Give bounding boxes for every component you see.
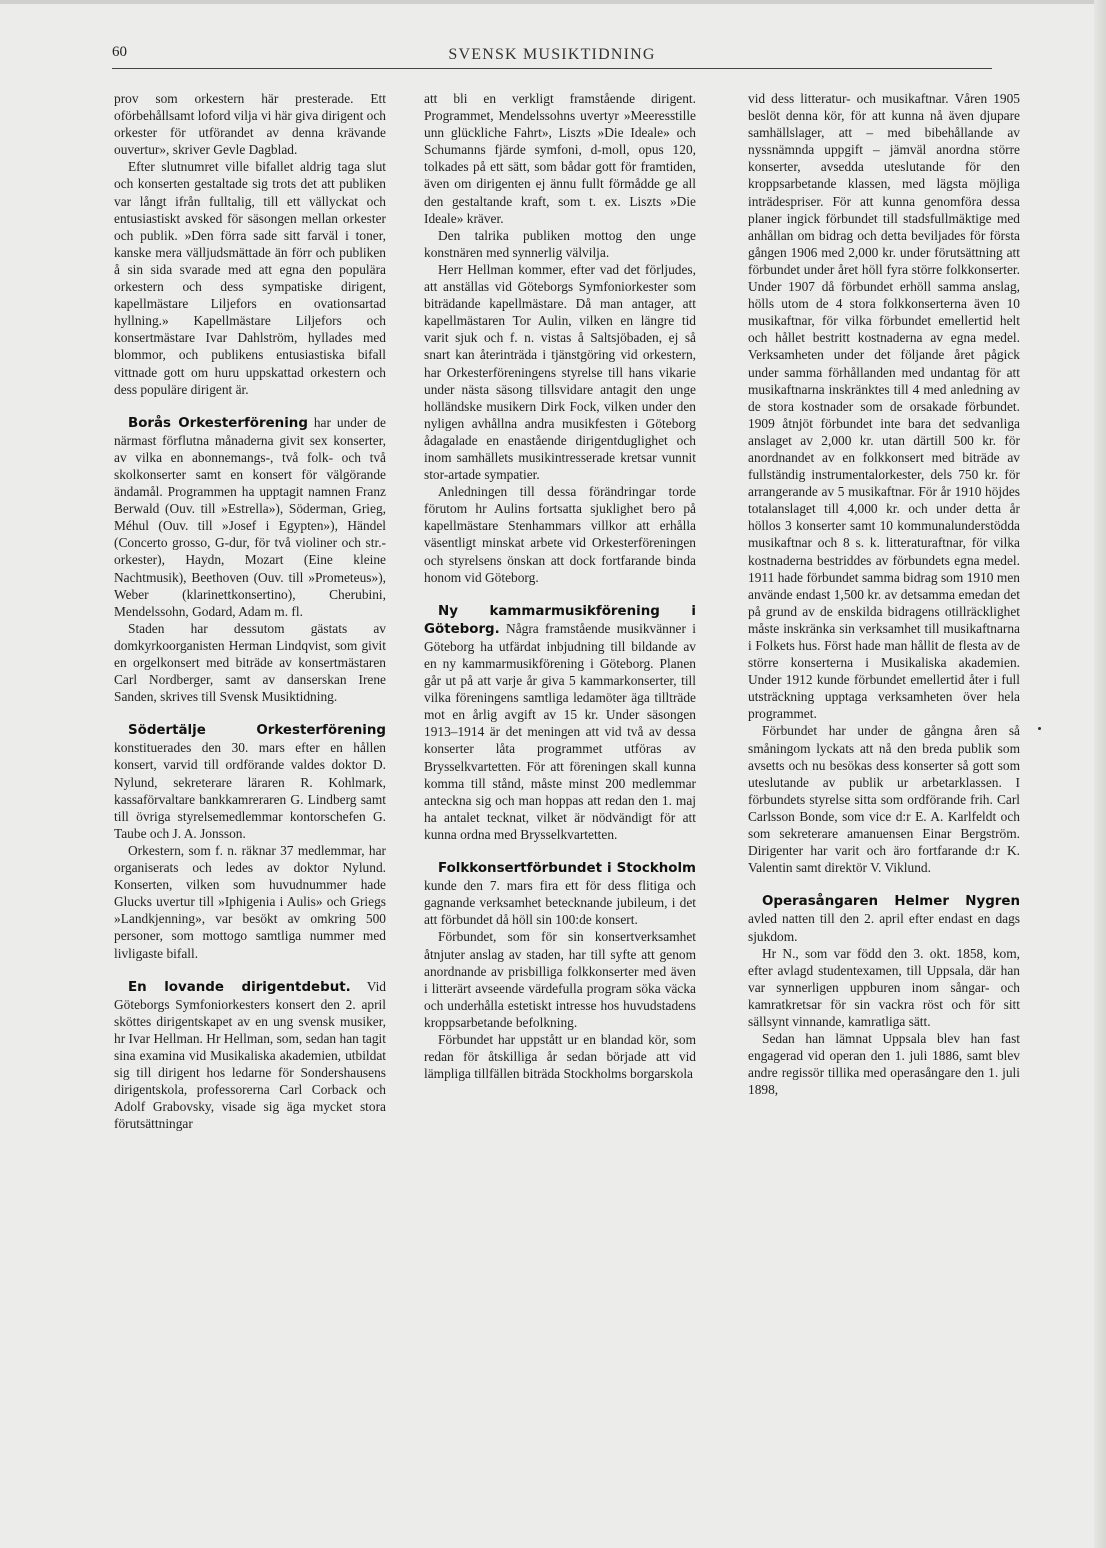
spacer	[114, 398, 386, 414]
paragraph: Efter slutnumret ville bifallet aldrig taga slut och konserten gestaltade sig trots det att publiken var långt ifrån fulltalig, till ett vällyckat och entusiastiskt avsked för säsongen mellan orkester och publik. »Den förra sade sitt farväl i toner, kanske mera välljudsmättade än förr och publiken å sin sida svarade med att egna den populära orkestern och dess sympatiske dirigent, kapellmästare Liljefors en ovationsartad hyllning.» Kapellmästare Liljefors och konsertmästare Ivar Dahlström, hyllades med blommor, och publikens entusiastiska bifall vittnade gott om huru uppskattad orkestern och dess populäre dirigent är.	[114, 159, 386, 397]
header-rule	[112, 68, 992, 69]
paragraph: Sedan han lämnat Uppsala blev han fast engagerad vid operan den 1. juli 1886, samt blev andre regissör tillika med operasångare den 1. juli 1898,	[748, 1031, 1020, 1098]
article-heading-debut: En lovande dirigentdebut.	[128, 979, 351, 995]
article-folkkonsert	[424, 859, 696, 928]
scan-right-edge	[1094, 0, 1106, 1548]
article-debut	[114, 978, 386, 1133]
paragraph-text: har under de närmast förflutna månaderna givit sex konserter, av vilka en abonnemangs-, två folk- och två skolkonserter samt en konsert för välgörande ändamål. Programmen ha upptagit namnen Franz Berwald (Ouv. till »Estrella»), Söderman, Grieg, Méhul (Ouv. till »Josef i Egypten»), Händel (Concerto grosso, G-dur, för två violiner och str.-orkester), Haydn, Mozart (Eine kleine Nachtmusik), Beethoven (Ouv. till »Prometeus»), Weber (klarinettkonsertino), Cherubini, Mendelssohn, Godard, Adam m. fl.	[114, 414, 386, 619]
article-heading-folkkonsert: Folkkonsertförbundet i Stockholm	[438, 861, 696, 877]
paragraph-text: avled natten till den 2. april efter endast en dags sjukdom.	[748, 911, 1020, 944]
paragraph: Orkestern, som f. n. räknar 37 medlemmar, har organiserats och ledes av doktor Nylund. Konserten, vilken som huvudnummer hade Glucks uvertur till »Iphigenia i Aulis» och Griegs »Landkjenning», var besökt av omkring 500 personer, som mottogo samtliga nummer med livligaste bifall.	[114, 842, 386, 961]
journal-title: SVENSK MUSIKTIDNING	[448, 46, 656, 63]
column-2	[424, 90, 696, 1400]
spacer	[424, 586, 696, 602]
column-3	[748, 90, 1020, 1400]
print-speck	[1038, 727, 1041, 730]
paragraph: vid dess litteratur- och musikaftnar. Våren 1905 beslöt denna kör, för att kunna nå även djupare samhällslager, att – med bibehållande av nyssnämnda uppgift – jämväl anordna större konserter, avsedda uteslutande för den kroppsarbetande klassen, med lägsta möjliga inträdespriser. För att kunna genomföra dessa planer ingick förbundet till stadsfullmäktige med anhållan om bidrag och detta beviljades för första gången 1906 med 2,000 kr. under förutsättning att förbundet under året höll fyra större folkkonserter. Under 1907 då förbundet erhöll samma anslag, hölls utom de 4 stora folkkonserterna även 10 musikaftnar, för vilka förbundet emellertid helt och hållet bestritt kostnaderna av egna medel. Verksamheten under det följande året pågick under samma förhållanden med undantag för att musikaftnarna inskränktes till 4 med anledning av de stora kostnader som de orsakade förbundet. 1909 åtnjöt förbundet inte bara det sedvanliga anslaget av 2,000 kr. utan därtill 500 kr. för anordnandet av en folkkonsert med biträde av fullständig instrumentalorkester, dels 750 kr. för arrangerande av 5 musikaftnar. För år 1910 höjdes totalanslaget till 4,000 kr. och under detta år höllos 3 konserter samt 10 kommunalunderstödda musikaftnar och 8 s. k. litteraturaftnar, för vilka kostnaderna bestriddes av förbundets egna medel. 1911 hade förbundet samma bidrag som 1910 men använde endast 1,500 kr. av detsamma emedan det på grund av de enskilda bidragens otillräcklighet måste inskränka sin verksamhet till musikaftnarna i Folkets hus. Först hade man hållit de flesta av de större konserterna i Musikaliska akademien. Under 1912 kunde förbundet emellertid åter i full utsträckning upptaga verksamheten över hela programmet.	[748, 91, 1020, 722]
paragraph: Förbundet har under de gångna åren så småningom lyckats att nå den breda publik som avsetts och nu besökas dess konserter så gott som uteslutande av publik ur arbetarklassen. I förbundets styrelse sitta som ordförande frih. Carl Carlsson Bonde, som vice d:r E. A. Karlfeldt och som sekreterare amanuensen Einar Bergström. Dirigenter har varit och äro fortfarande d:r K. Valentin samt direktör V. Viklund.	[748, 723, 1020, 876]
spacer	[114, 962, 386, 978]
paragraph: Den talrika publiken mottog den unge konstnären med synnerlig välvilja.	[424, 227, 696, 260]
paragraph: Förbundet har uppstått ur en blandad kör, som redan för åtskilliga år sedan började att vid lämpliga tillfällen biträda Stockholms borgarskola	[424, 1031, 696, 1082]
paragraph: Förbundet, som för sin konsertverksamhet åtnjuter anslag av staden, har till syfte att genom anordnande av prisbilliga folkkonserter med även i litterärt avseende värdefulla program söka väcka och underhålla estetiskt intresse hos huvudstadens kroppsarbetande befolkning.	[424, 929, 696, 1030]
article-heading-nygren: Operasångaren Helmer Nygren	[762, 894, 1020, 910]
article-kammarmusik	[424, 602, 696, 843]
scan-top-edge	[0, 0, 1106, 4]
paragraph-text: konstituerades den 30. mars efter en hållen konsert, varvid till ordförande valdes doktor D. Nylund, sekreterare läraren R. Kohlmark, kassaförvaltare bankkamreraren G. Lindberg samt till övriga styrelsemedlemmar kontorschefen G. Taube och J. A. Jonsson.	[114, 740, 386, 841]
article-nygren	[748, 892, 1020, 944]
paragraph-text: Vid Göteborgs Symfoniorkesters konsert den 2. april sköttes dirigentskapet av en ung svensk musiker, hr Ivar Hellman. Hr Hellman, som, sedan han tagit sina examina vid Musikaliska akademien, utbildat sig till dirigent hos ledarne för Sondershausens dirigentskola, professorerna Carl Corback och Adolf Grabovsky, visade sig äga mycket stora förutsättningar	[114, 978, 386, 1132]
article-sodertalje	[114, 721, 386, 842]
article-heading-boras: Borås Orkesterförening	[128, 415, 308, 431]
column-1	[114, 90, 386, 1400]
paragraph-text: Några framstående musikvänner i Göteborg ha utfärdat inbjudning till bildande av en ny kammarmusikförening i Göteborg. Planen går ut på att varje år giva 5 kammarkonserter, till vilka föreningens samtliga ledamöter äga tillträde mot en årlig avgift av 15 kr. Under säsongen 1913–1914 är det meningen att vid två av dessa konserter låta programmet utföras av Brysselkvartetten. För att föreningen skall kunna komma till stånd, måste minst 200 medlemmar anteckna sig och man hoppas att redan den 1. maj ha antalet tecknat, vilket är nödvändigt för att kunna ordna med Brysselkvartetten.	[424, 620, 696, 842]
article-heading-kammarmusik: Ny kammarmusikförening i Göteborg.	[424, 603, 696, 637]
paragraph-text: kunde den 7. mars fira ett för dess flitiga och gagnande verksamhet betecknande jubileum, i det att förbundet då höll sin 100:de konsert.	[424, 878, 696, 928]
page-number: 60	[112, 44, 127, 60]
page-header	[112, 44, 992, 68]
spacer	[424, 843, 696, 859]
spacer	[748, 876, 1020, 892]
article-boras	[114, 414, 386, 620]
paragraph: Hr N., som var född den 3. okt. 1858, kom, efter avlagd studentexamen, till Uppsala, där han var synnerligen uppburen inom sångar- och kamratkretsar för sin vackra röst och för sitt sällsynt vinnande, kamratliga sätt.	[748, 945, 1020, 1029]
paragraph: Herr Hellman kommer, efter vad det förljudes, att anställas vid Göteborgs Symfoniorkester som biträdande kapellmästare. Då man antager, att kapellmästaren Tor Aulin, vilken en längre tid varit sjuk och f. n. vistas å Saltsjöbaden, ej så snart kan återinträda i tjänstgöring vid orkestern, har Orkesterföreningens styrelse till hans vikarie under nästa säsong tillsvidare antagit den unge holländske musikern Dirk Fock, vilken under den nyligen avhållna andra musikfesten i Göteborg ådagalade en enastående dirigentduglighet och inom samhällets musikintresserade kretsar vunnit stor-artade sympatier.	[424, 261, 696, 483]
article-heading-sodertalje: Södertälje Orkesterförening	[128, 723, 386, 739]
spacer	[114, 705, 386, 721]
paragraph: Staden har dessutom gästats av domkyrkoorganisten Herman Lindqvist, som givit en orgelkonsert med biträde av konsertmästaren Carl Nordberger, samt av danserskan Irene Sanden, skrives till Svensk Musiktidning.	[114, 620, 386, 705]
paragraph: Anledningen till dessa förändringar torde förutom hr Aulins fortsatta sjuklighet bero på kapellmästare Stenhammars villkor att erhålla väsentligt minskat arbete vid Orkesterföreningen och styrelsens önskan att dock fortfarande binda honom vid Göteborg.	[424, 484, 696, 585]
paragraph: att bli en verkligt framstående dirigent. Programmet, Mendelssohns uvertyr »Meeresstille unn glückliche Fahrt», Liszts »Die Ideale» och Schumanns fjärde symfoni, d-moll, opus 120, tolkades på ett sätt, som bådar gott för framtiden, även om dirigenten ej ännu fullt förmådde ge all den gestaltande kraft, som t. ex. Liszts »Die Ideale» kräver.	[424, 91, 696, 226]
paragraph: prov som orkestern här presterade. Ett oförbehållsamt loford vilja vi här giva dirigent och orkester för utförandet av denna krävande ouvertur», skriver Gevle Dagblad.	[114, 91, 386, 158]
